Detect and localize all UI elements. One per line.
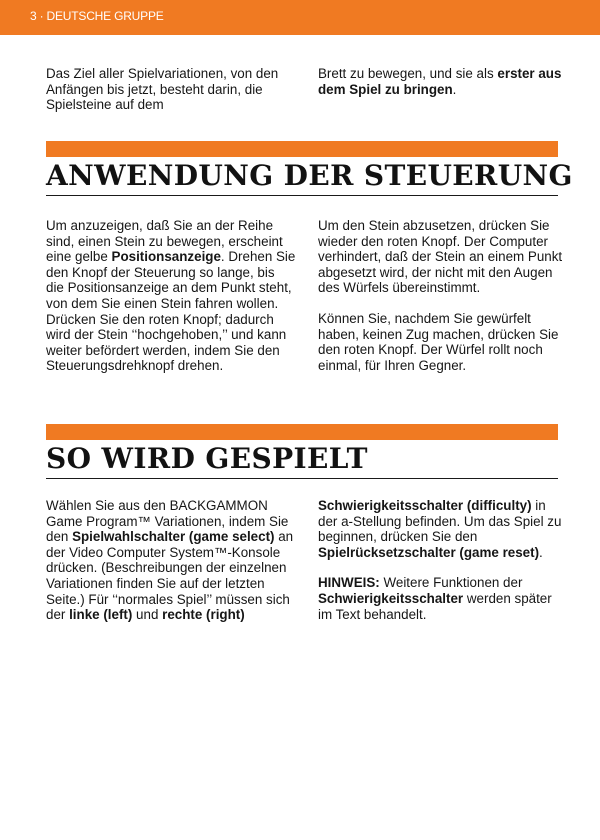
intro-paragraph: Das Ziel aller Spielvariationen, von den Anfängen bis jetzt, besteht darin, die Spielsteine auf dem xyxy=(46,66,279,113)
term: Spielwahlschalter (game select) xyxy=(72,529,275,545)
hint-label: HINWEIS: xyxy=(318,575,380,591)
section2-right-column xyxy=(318,498,566,622)
section-heading: SO WIRD GESPIELT xyxy=(46,443,558,479)
section-heading: ANWENDUNG DER STEUERUNG xyxy=(46,160,558,196)
intro-left-column xyxy=(46,66,296,113)
section-stripe xyxy=(46,424,558,440)
term: Schwierigkeitsschalter (difficulty) xyxy=(318,498,532,513)
emphasis: erster aus dem Spiel zu bringen xyxy=(318,66,562,97)
intro-right-column xyxy=(318,66,566,97)
term: linke (left) xyxy=(69,607,133,623)
term: Spielrücksetzschalter (game reset) xyxy=(318,544,540,560)
paragraph: Schwierigkeitsschalter (difficulty) in der a-Stellung befinden. Um das Spiel zu beginnen, drücken Sie den Spielrücksetzschalter (game reset). xyxy=(318,498,562,560)
term: Schwierigkeitsschalter xyxy=(318,590,464,606)
paragraph: Können Sie, nachdem Sie gewürfelt haben, keinen Zug machen, drücken Sie den roten Knopf. Der Würfel rollt noch einmal, für Ihren Gegner. xyxy=(318,310,559,373)
paragraph: Wählen Sie aus den BACKGAMMON Game Program™ Variationen, indem Sie den Spielwahlschalter (game select) an der Video Computer System™-Konsole drücken. (Beschreibungen der einzelnen Variationen finden Sie auf der letzten Seite.) Für ‘‘normales Spiel’’ müssen sich der linke (left) und rechte (right) xyxy=(46,498,294,623)
section1-right-column xyxy=(318,218,566,373)
header-bar xyxy=(0,0,600,35)
section2-left-column xyxy=(46,498,296,623)
term: rechte (right) xyxy=(162,607,245,623)
section1-left-column xyxy=(46,218,296,374)
term: Positionsanzeige xyxy=(111,249,221,265)
hint-paragraph: HINWEIS: Weitere Funktionen der Schwierigkeitsschalter werden später im Text behandelt. xyxy=(318,575,552,622)
section-stripe xyxy=(46,141,558,157)
page-section-label: 3 · DEUTSCHE GRUPPE xyxy=(30,9,164,23)
paragraph: Um den Stein abzusetzen, drücken Sie wieder den roten Knopf. Der Computer verhindert, daß der Stein an einem Punkt abgesetzt wird, der nicht mit den Augen des Würfels übereinstimmt. xyxy=(318,218,563,296)
intro-paragraph-continued: Brett zu bewegen, und sie als erster aus dem Spiel zu bringen. xyxy=(318,66,562,97)
paragraph: Um anzuzeigen, daß Sie an der Reihe sind, einen Stein zu bewegen, erscheint eine gelbe Positionsanzeige. Drehen Sie den Knopf der Steuerung so lange, bis die Positionsanzeige an dem Punkt steht, von dem Sie einen Stein fahren wollen. Drücken Sie den roten Knopf; dadurch wird der Stein ‘‘hochgehoben,’’ und kann weiter befördert werden, indem Sie den Steuerungsdrehknopf drehen. xyxy=(46,218,296,374)
